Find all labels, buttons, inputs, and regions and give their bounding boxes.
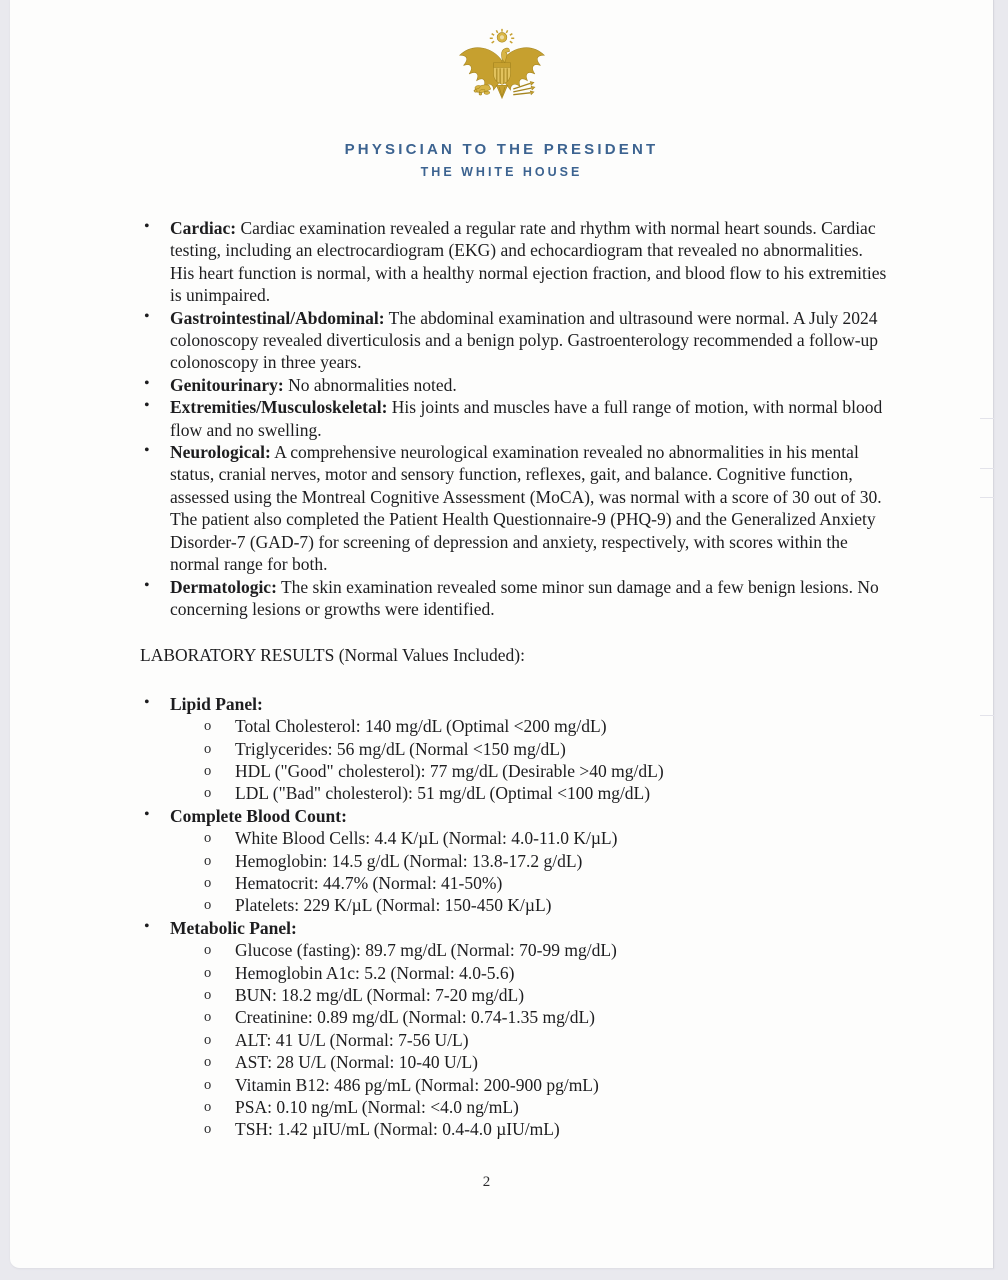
lab-result-item bbox=[140, 1074, 888, 1096]
lab-result-item bbox=[140, 939, 888, 961]
finding-item bbox=[140, 307, 888, 374]
lab-result-text: LDL ("Bad" cholesterol): 51 mg/dL (Optimal <100 mg/dL) bbox=[235, 783, 651, 804]
lab-result-text: Triglycerides: 56 mg/dL (Normal <150 mg/dL) bbox=[235, 738, 566, 759]
lab-result-item bbox=[140, 1029, 888, 1051]
bullet-icon: • bbox=[144, 307, 150, 325]
lab-results-heading: LABORATORY RESULTS (Normal Values Included): bbox=[140, 645, 525, 666]
lab-result-item bbox=[140, 872, 888, 894]
letterhead-title: PHYSICIAN TO THE PRESIDENT bbox=[344, 141, 659, 158]
lab-result-item bbox=[140, 894, 888, 916]
finding-text: Cardiac examination revealed a regular rate and rhythm with normal heart sounds. Cardiac testing, including an electrocardiogram (EKG) and echocardiogram that revealed no abnormalities. His heart function is normal, with a healthy normal ejection fraction, and blood flow to his extremities is unimpaired. bbox=[170, 218, 887, 306]
finding-label: Gastrointestinal/Abdominal: bbox=[170, 307, 385, 328]
lab-result-text: Hemoglobin: 14.5 g/dL (Normal: 13.8-17.2 g/dL) bbox=[235, 850, 583, 871]
circle-bullet-icon: o bbox=[204, 1076, 212, 1093]
finding-item bbox=[140, 441, 888, 575]
lab-result-item bbox=[140, 1051, 888, 1073]
lab-panel-name bbox=[140, 693, 888, 715]
lab-panels bbox=[140, 693, 888, 1141]
finding-label: Dermatologic: bbox=[170, 576, 277, 597]
panel-label: Lipid Panel: bbox=[170, 693, 263, 714]
page-edge-tick bbox=[980, 468, 994, 469]
finding-label: Extremities/Musculoskeletal: bbox=[170, 397, 388, 418]
circle-bullet-icon: o bbox=[204, 852, 212, 869]
finding-label: Genitourinary: bbox=[170, 374, 284, 395]
bullet-icon: • bbox=[144, 805, 150, 823]
lab-result-item bbox=[140, 738, 888, 760]
lab-result-item bbox=[140, 782, 888, 804]
lab-result-item bbox=[140, 1118, 888, 1140]
lab-result-text: Hemoglobin A1c: 5.2 (Normal: 4.0-5.6) bbox=[235, 962, 515, 983]
finding-item bbox=[140, 396, 888, 441]
lab-result-text: Hematocrit: 44.7% (Normal: 41-50%) bbox=[235, 872, 503, 893]
lab-result-text: AST: 28 U/L (Normal: 10-40 U/L) bbox=[235, 1052, 478, 1073]
circle-bullet-icon: o bbox=[204, 1031, 212, 1048]
lab-result-item bbox=[140, 1006, 888, 1028]
document-page bbox=[10, 0, 994, 1269]
circle-bullet-icon: o bbox=[204, 942, 212, 959]
lab-result-text: HDL ("Good" cholesterol): 77 mg/dL (Desirable >40 mg/dL) bbox=[235, 760, 664, 781]
lab-result-item bbox=[140, 850, 888, 872]
finding-text: The skin examination revealed some minor sun damage and a few benign lesions. No concerning lesions or growths were identified. bbox=[170, 576, 879, 619]
page-edge-tick bbox=[980, 497, 994, 498]
circle-bullet-icon: o bbox=[204, 830, 212, 847]
bullet-icon: • bbox=[144, 397, 150, 415]
circle-bullet-icon: o bbox=[204, 762, 212, 779]
finding-text: A comprehensive neurological examination revealed no abnormalities in his mental status, cranial nerves, motor and sensory function, reflexes, gait, and balance. Cognitive function, assessed using the Montreal Cognitive Assessment (MoCA), was normal with a score of 30 out of 30. The patient also completed the Patient Health Questionnaire-9 (PHQ-9) and the Generalized Anxiety Disorder-7 (GAD-7) for screening of depression and anxiety, respectively, with scores within the normal range for both. bbox=[170, 442, 882, 575]
lab-result-text: ALT: 41 U/L (Normal: 7-56 U/L) bbox=[235, 1029, 469, 1050]
circle-bullet-icon: o bbox=[204, 785, 212, 802]
lab-result-text: BUN: 18.2 mg/dL (Normal: 7-20 mg/dL) bbox=[235, 985, 525, 1005]
page-number: 2 bbox=[482, 1174, 491, 1190]
lab-result-item bbox=[140, 760, 888, 782]
lab-result-text: TSH: 1.42 µIU/mL (Normal: 0.4-4.0 µIU/mL) bbox=[235, 1119, 560, 1140]
document-body bbox=[140, 217, 888, 1141]
lab-result-text: Total Cholesterol: 140 mg/dL (Optimal <200 mg/dL) bbox=[235, 716, 607, 737]
finding-item bbox=[140, 374, 888, 396]
presidential-seal-icon bbox=[455, 26, 549, 122]
lab-result-text: Platelets: 229 K/µL (Normal: 150-450 K/µL) bbox=[235, 895, 552, 916]
circle-bullet-icon: o bbox=[204, 1054, 212, 1071]
finding-label: Neurological: bbox=[170, 442, 271, 463]
lab-result-text: Glucose (fasting): 89.7 mg/dL (Normal: 70-99 mg/dL) bbox=[235, 940, 617, 961]
circle-bullet-icon: o bbox=[204, 740, 212, 757]
finding-item bbox=[140, 217, 888, 307]
bullet-icon: • bbox=[144, 693, 150, 711]
lab-result-item bbox=[140, 1096, 888, 1118]
finding-text: The abdominal examination and ultrasound were normal. A July 2024 colonoscopy revealed diverticulosis and a benign polyp. Gastroenterology recommended a follow-up colonoscopy in three years. bbox=[170, 307, 879, 373]
finding-item bbox=[140, 576, 888, 621]
circle-bullet-icon: o bbox=[204, 1121, 212, 1138]
circle-bullet-icon: o bbox=[204, 874, 212, 891]
finding-text: His joints and muscles have a full range of motion, with normal blood flow and no swelling. bbox=[170, 397, 883, 440]
findings-list bbox=[140, 217, 888, 620]
bullet-icon: • bbox=[144, 917, 150, 935]
panel-label: Metabolic Panel: bbox=[170, 917, 297, 938]
lab-result-text: PSA: 0.10 ng/mL (Normal: <4.0 ng/mL) bbox=[235, 1097, 519, 1118]
finding-label: Cardiac: bbox=[170, 218, 237, 238]
finding-text: No abnormalities noted. bbox=[283, 374, 457, 395]
bullet-icon: • bbox=[144, 374, 150, 392]
circle-bullet-icon: o bbox=[204, 964, 212, 981]
circle-bullet-icon: o bbox=[204, 897, 212, 914]
lab-result-text: White Blood Cells: 4.4 K/µL (Normal: 4.0-11.0 K/µL) bbox=[235, 828, 618, 849]
bullet-icon: • bbox=[144, 576, 150, 594]
panel-label: Complete Blood Count: bbox=[170, 805, 347, 826]
lab-result-item bbox=[140, 715, 888, 737]
lab-result-item bbox=[140, 984, 888, 1006]
bullet-icon: • bbox=[144, 442, 150, 460]
lab-panel-name bbox=[140, 917, 888, 939]
lab-panel-name bbox=[140, 805, 888, 827]
circle-bullet-icon: o bbox=[204, 987, 212, 1003]
circle-bullet-icon: o bbox=[204, 1009, 212, 1026]
lab-result-item bbox=[140, 962, 888, 984]
page-edge-tick bbox=[980, 715, 994, 716]
lab-result-text: Vitamin B12: 486 pg/mL (Normal: 200-900 pg/mL) bbox=[235, 1074, 599, 1095]
circle-bullet-icon: o bbox=[204, 718, 212, 735]
lab-result-item bbox=[140, 827, 888, 849]
letterhead-subtitle: THE WHITE HOUSE bbox=[420, 165, 583, 179]
circle-bullet-icon: o bbox=[204, 1099, 212, 1116]
bullet-icon: • bbox=[144, 218, 150, 235]
lab-result-text: Creatinine: 0.89 mg/dL (Normal: 0.74-1.35 mg/dL) bbox=[235, 1007, 595, 1028]
page-edge-tick bbox=[980, 418, 994, 419]
